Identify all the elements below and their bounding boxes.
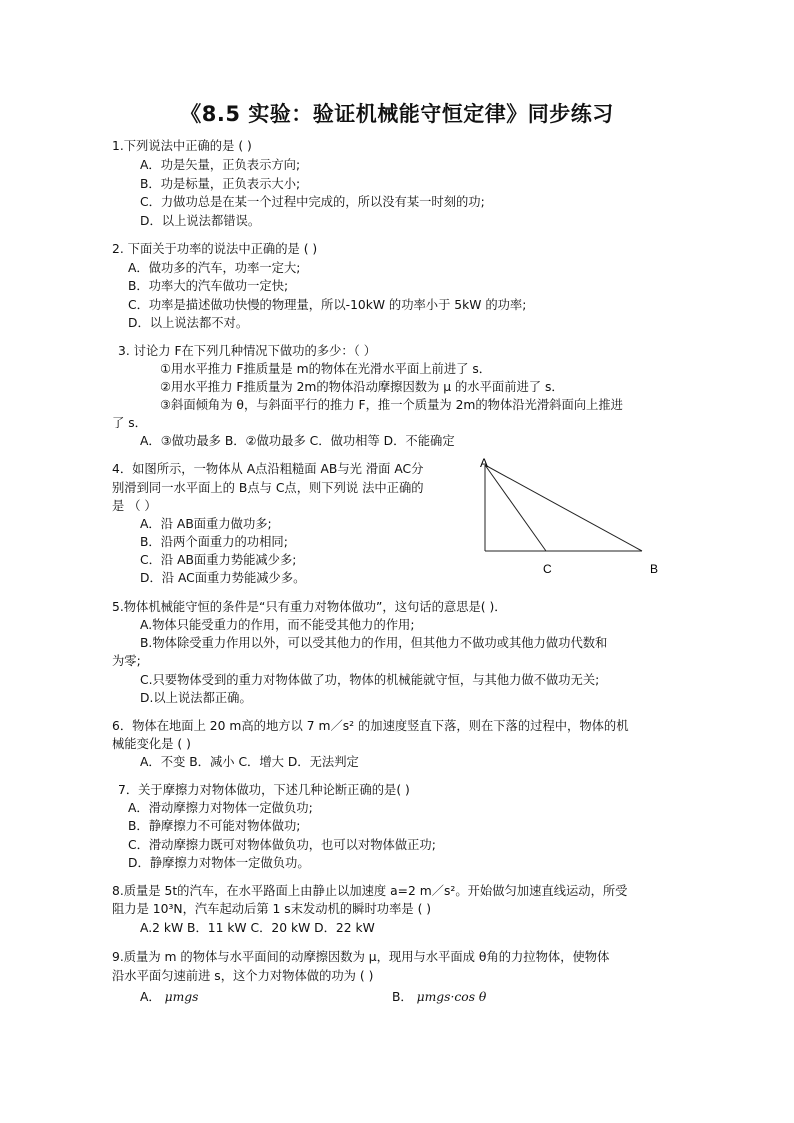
question-9-stem-line-2: 沿水平面匀速前进 s，这个力对物体做的功为 ( ) <box>112 969 374 983</box>
question-2-option-b: B．功率大的汽车做功一定快; <box>128 279 289 293</box>
question-4-stem-line-1: 4．如图所示，一物体从 A点沿粗糙面 AB与光 滑面 AC分 <box>112 462 424 476</box>
question-3-stem: 3. 讨论力 F在下列几种情况下做功的多少：（ ） <box>118 344 377 358</box>
question-7-option-a: A．滑动摩擦力对物体一定做负功; <box>128 801 313 815</box>
question-2-option-c: C．功率是描述做功快慢的物理量，所以-10kW 的功率小于 5kW 的功率; <box>128 298 527 312</box>
question-5-option-a: A.物体只能受重力的作用，而不能受其他力的作用; <box>140 618 415 632</box>
question-3-case-1: ①用水平推力 F推质量是 m的物体在光滑水平面上前进了 s． <box>160 362 492 376</box>
question-5-option-c: C.只要物体受到的重力对物体做了功，物体的机械能就守恒，与其他力做不做功无关; <box>140 673 600 687</box>
question-4-stem-line-2: 别滑到同一水平面上的 B点与 C点，则下列说 法中正确的 <box>112 481 424 495</box>
label-a: A <box>480 456 489 470</box>
question-2-stem: 2. 下面关于功率的说法中正确的是 ( ) <box>112 242 318 256</box>
question-5-stem: 5.物体机械能守恒的条件是“只有重力对物体做功”，这句话的意思是( )． <box>112 600 507 614</box>
label-c: C <box>543 562 552 576</box>
question-1-option-c: C．力做功总是在某一个过程中完成的，所以没有某一时刻的功; <box>140 195 485 209</box>
question-2-option-a: A．做功多的汽车，功率一定大; <box>128 261 301 275</box>
question-1-option-d: D．以上说法都错误。 <box>140 214 261 228</box>
question-4-option-d: D．沿 AC面重力势能减少多。 <box>140 571 306 585</box>
surface-ac <box>485 465 546 551</box>
question-9-option-a <box>140 988 198 1006</box>
question-3-case-2: ②用水平推力 F推质量为 2m的物体沿动摩擦因数为 μ 的水平面前进了 s． <box>160 380 564 394</box>
question-4-option-c: C．沿 AB面重力势能减少多; <box>140 553 297 567</box>
question-1-option-b: B．功是标量，正负表示大小; <box>140 177 301 191</box>
question-8-options: A.2 kW B．11 kW C．20 kW D．22 kW <box>140 921 375 935</box>
question-3-continuation: 了 s． <box>112 416 147 430</box>
label-b: B <box>650 562 659 576</box>
question-5-option-b-cont: 为零; <box>112 654 141 668</box>
question-8-stem-line-2: 阻力是 10³N，汽车起动后第 1 s末发动机的瞬时功率是 ( ) <box>112 902 432 916</box>
question-5-option-d: D.以上说法都正确。 <box>140 691 252 705</box>
question-4-option-b: B．沿两个面重力的功相同; <box>140 535 288 549</box>
question-6-stem-line-2: 械能变化是 ( ) <box>112 737 191 751</box>
question-9-option-b <box>392 988 486 1006</box>
incline-figure <box>470 455 670 580</box>
question-3-options: A．③做功最多 B．②做功最多 C．做功相等 D．不能确定 <box>140 434 455 448</box>
question-9-stem-line-1: 9.质量为 m 的物体与水平面间的动摩擦因数为 μ，现用与水平面成 θ角的力拉物体，使物体 <box>112 950 610 964</box>
question-7-stem: 7．关于摩擦力对物体做功，下述几种论断正确的是( ) <box>118 783 410 797</box>
option-a-label: A． <box>140 990 161 1004</box>
question-7-option-c: C．滑动摩擦力既可对物体做负功，也可以对物体做正功; <box>128 838 436 852</box>
question-1-option-a: A．功是矢量，正负表示方向; <box>140 158 301 172</box>
question-4-stem-line-3: 是 （ ） <box>112 499 157 513</box>
question-3-case-3: ③斜面倾角为 θ，与斜面平行的推力 F，推一个质量为 2m的物体沿光滑斜面向上推进 <box>160 398 623 412</box>
question-6-stem-line-1: 6．物体在地面上 20 m高的地方以 7 m／s² 的加速度竖直下落，则在下落的过程中，物体的机 <box>112 719 629 733</box>
question-1-stem: 1.下列说法中正确的是 ( ) <box>112 139 252 153</box>
option-b-expression: μmgs·cos θ <box>416 990 487 1004</box>
option-b-label: B． <box>392 990 413 1004</box>
option-a-expression: μmgs <box>164 990 199 1004</box>
question-7-option-d: D．静摩擦力对物体一定做负功。 <box>128 856 310 870</box>
question-5-option-b: B.物体除受重力作用以外，可以受其他力的作用，但其他力不做功或其他力做功代数和 <box>140 636 608 650</box>
question-8-stem-line-1: 8.质量是 5t的汽车，在水平路面上由静止以加速度 a=2 m／s²。开始做匀加速直线运动，所受 <box>112 884 628 898</box>
question-4-option-a: A．沿 AB面重力做功多; <box>140 517 272 531</box>
surface-ab <box>485 465 642 551</box>
question-2-option-d: D．以上说法都不对。 <box>128 316 249 330</box>
question-6-options: A．不变 B．减小 C．增大 D．无法判定 <box>140 755 359 769</box>
page-title: 《8.5 实验：验证机械能守恒定律》同步练习 <box>180 102 614 126</box>
question-7-option-b: B．静摩擦力不可能对物体做功; <box>128 819 301 833</box>
